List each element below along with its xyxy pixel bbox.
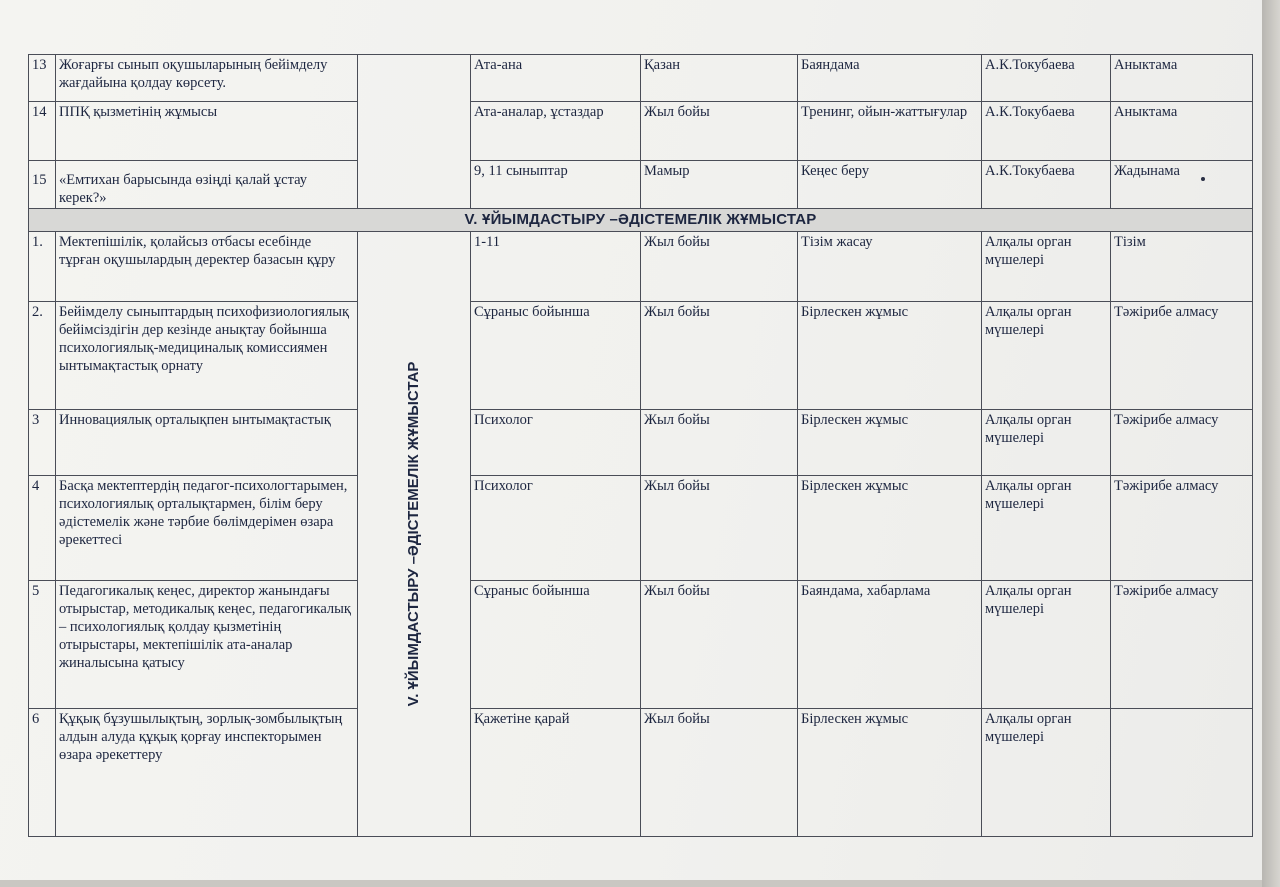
row-result: Тізім — [1111, 232, 1253, 302]
row-form: Бірлескен жұмыс — [798, 302, 982, 410]
row-time: Мамыр — [641, 161, 798, 209]
row-form: Кеңес беру — [798, 161, 982, 209]
table-row — [29, 709, 1253, 837]
table-row — [29, 232, 1253, 302]
row-result: Тәжірибе алмасу — [1111, 302, 1253, 410]
row-participants: 1-11 — [471, 232, 641, 302]
table-row — [29, 476, 1253, 581]
row-participants: Ата-ана — [471, 55, 641, 102]
row-form: Баяндама — [798, 55, 982, 102]
row-title: Басқа мектептердің педагог-психологтарымен, психологиялық орталықтармен, білім беру әдістемелік және тәрбие бөлімдерімен өзара әрекеттесі — [56, 476, 358, 581]
section-header-row — [29, 209, 1253, 232]
row-title: Инновациялық орталықпен ынтымақтастық — [56, 410, 358, 476]
row-title: Педагогикалық кеңес, директор жанындағы отырыстар, методикалық кеңес, педагогикалық – психологиялық қолдау қызметінің отырыстары, мектепішілік ата-аналар жиналысына қатысу — [56, 581, 358, 709]
row-time: Жыл бойы — [641, 302, 798, 410]
row-number: 2. — [29, 302, 56, 410]
row-responsible: Алқалы орган мүшелері — [982, 302, 1111, 410]
table-row — [29, 55, 1253, 102]
table-row — [29, 102, 1253, 161]
row-participants: Сұраныс бойынша — [471, 581, 641, 709]
table-row — [29, 161, 1253, 209]
row-time: Жыл бойы — [641, 581, 798, 709]
row-responsible: Алқалы орган мүшелері — [982, 709, 1111, 837]
row-number: 1. — [29, 232, 56, 302]
vertical-section-label-cell — [358, 232, 471, 837]
row-time: Қазан — [641, 55, 798, 102]
row-number: 13 — [29, 55, 56, 102]
row-result: Жадынама — [1111, 161, 1253, 209]
row-responsible: Алқалы орган мүшелері — [982, 232, 1111, 302]
row-title: ППҚ қызметінің жұмысы — [56, 102, 358, 161]
row-form: Бірлескен жұмыс — [798, 709, 982, 837]
row-number: 3 — [29, 410, 56, 476]
row-form: Тренинг, ойын-жаттығулар — [798, 102, 982, 161]
row-participants: Ата-аналар, ұстаздар — [471, 102, 641, 161]
row-participants: Қажетіне қарай — [471, 709, 641, 837]
ink-dot — [1201, 177, 1205, 181]
row-participants: 9, 11 сыныптар — [471, 161, 641, 209]
row-number: 14 — [29, 102, 56, 161]
row-title: Жоғарғы сынып оқушыларының бейімделу жағдайына қолдау көрсету. — [56, 55, 358, 102]
vertical-section-label: V. ҰЙЫМДАСТЫРУ –ӘДІСТЕМЕЛІК ЖҰМЫСТАР — [405, 361, 422, 707]
row-responsible: Алқалы орган мүшелері — [982, 581, 1111, 709]
table-row — [29, 302, 1253, 410]
row-form: Бірлескен жұмыс — [798, 476, 982, 581]
row-time: Жыл бойы — [641, 232, 798, 302]
row-number: 15 — [29, 161, 56, 209]
row-title: Құқық бұзушылықтың, зорлық-зомбылықтың алдын алуда құқық қорғау инспекторымен өзара әрекеттеру — [56, 709, 358, 837]
row-responsible: А.К.Токубаева — [982, 102, 1111, 161]
row-result — [1111, 709, 1253, 837]
plan-table — [28, 54, 1253, 837]
row-result: Аныктама — [1111, 102, 1253, 161]
row-time: Жыл бойы — [641, 476, 798, 581]
table-row — [29, 581, 1253, 709]
row-responsible: А.К.Токубаева — [982, 161, 1111, 209]
row-form: Бірлескен жұмыс — [798, 410, 982, 476]
table-row — [29, 410, 1253, 476]
row-participants: Психолог — [471, 410, 641, 476]
page-edge-shadow — [1262, 0, 1280, 887]
row-time: Жыл бойы — [641, 709, 798, 837]
row-participants: Психолог — [471, 476, 641, 581]
row-result: Аныктама — [1111, 55, 1253, 102]
row-participants: Сұраныс бойынша — [471, 302, 641, 410]
section-header: V. ҰЙЫМДАСТЫРУ –ӘДІСТЕМЕЛІК ЖҰМЫСТАР — [29, 209, 1253, 232]
row-number: 4 — [29, 476, 56, 581]
row-form: Баяндама, хабарлама — [798, 581, 982, 709]
empty-merged-cell — [358, 55, 471, 209]
row-responsible: Алқалы орган мүшелері — [982, 476, 1111, 581]
row-responsible: Алқалы орган мүшелері — [982, 410, 1111, 476]
row-time: Жыл бойы — [641, 102, 798, 161]
row-responsible: А.К.Токубаева — [982, 55, 1111, 102]
row-number: 6 — [29, 709, 56, 837]
row-title: Мектепішілік, қолайсыз отбасы есебінде тұрған оқушылардың деректер базасын құру — [56, 232, 358, 302]
row-title: Бейімделу сыныптардың психофизиологиялық бейімсіздігін дер кезінде анықтау бойынша психологиялық-медициналық комиссиямен ынтымақтастық орнату — [56, 302, 358, 410]
row-time: Жыл бойы — [641, 410, 798, 476]
row-number: 5 — [29, 581, 56, 709]
row-result: Тәжірибе алмасу — [1111, 476, 1253, 581]
row-form: Тізім жасау — [798, 232, 982, 302]
row-title: «Емтихан барысында өзіңді қалай ұстау керек?» — [56, 161, 358, 209]
row-result: Тәжірибе алмасу — [1111, 581, 1253, 709]
row-result: Тәжірибе алмасу — [1111, 410, 1253, 476]
